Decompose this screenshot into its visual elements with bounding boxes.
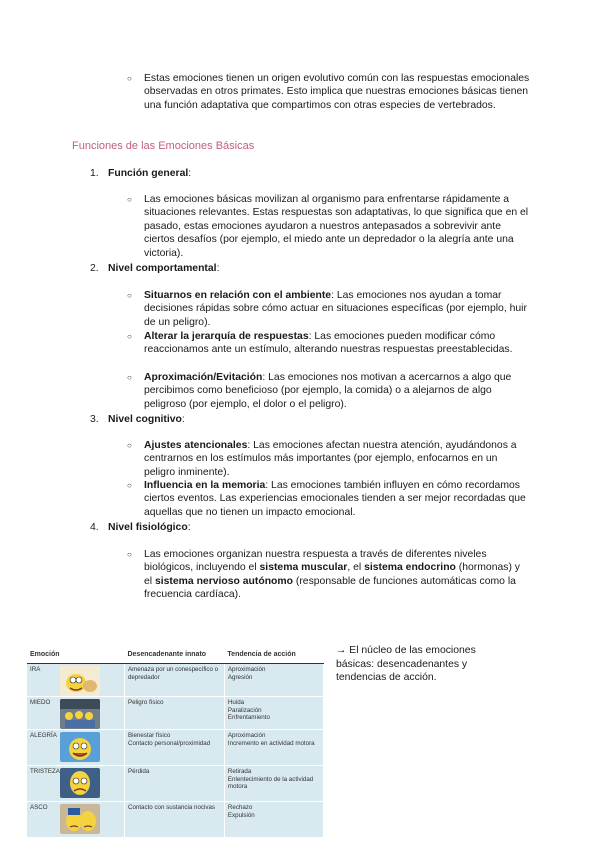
item-label: Nivel cognitivo [108,414,182,425]
table-header-row [27,646,324,664]
term: sistema endocrino [364,562,456,574]
table-row [27,730,324,766]
term: Influencia en la memoria [144,480,266,491]
list-item: Las emociones básicas movilizan al organismo para enfrentarse rápidamente a situaciones relevantes. Estas respuestas son adaptativas, lo que significa que en el pasado, estas emociones ayudaron a nuestros antepasados a sobrevivir ante ciertos desafíos (por ejemplo, el miedo ante un depredador o la alegría ante una victoria). [144,194,529,259]
bullet-circle: ○ [127,373,132,382]
table-row [27,664,324,697]
bullet-circle: ○ [127,481,132,490]
trigger-cell: Pérdida [124,766,224,802]
trigger-cell: Contacto con sustancia nocivas [124,802,224,838]
table-row [27,697,324,730]
emotion-name: ASCO [30,804,48,811]
list-number: 4. [90,522,99,533]
item-colon: : [188,168,192,179]
item-heading [108,521,191,534]
sadness-image [60,768,100,798]
trigger-cell: Bienestar físico Contacto personal/proximidad [124,730,224,766]
emotion-cell [27,802,124,838]
item-colon: : [187,522,191,533]
emotion-cell [27,697,124,730]
list-item [144,439,530,479]
tendency-cell: Rechazo Expulsión [224,802,323,838]
emotion-name: ALEGRÍA [30,732,57,739]
definition: : Las emociones afectan nuestra atención, ayudándonos a centrarnos en los estímulos más importantes (por ejemplo, enfocarnos en un peligro inminente). [144,440,517,478]
table-row [27,766,324,802]
bullet-circle: ○ [127,550,132,559]
tendency-cell: Aproximación Incremento en actividad motora [224,730,323,766]
emotion-name: MIEDO [30,699,51,706]
list-item [144,548,530,602]
definition: : Las emociones pueden modificar cómo reaccionamos ante un estímulo, alterando nuestras respuestas preestablecidas. [144,331,513,356]
trigger-cell: Peligro físico [124,697,224,730]
bullet-circle: ○ [127,332,132,341]
fear-image [60,699,100,729]
emotions-table [27,646,324,838]
list-item [144,371,530,411]
joy-image [60,732,100,762]
term: Aproximación/Evitación [144,372,263,383]
list-item [144,330,530,357]
item-colon: : [216,263,220,274]
column-header: Emoción [27,646,124,664]
item-heading [108,262,219,275]
emotion-cell [27,730,124,766]
column-header: Tendencia de acción [224,646,323,664]
item-colon: : [181,414,185,425]
tendency-cell: Retirada Enlentecimiento de la actividad motora [224,766,323,802]
disgust-image [60,804,100,834]
emotion-name: IRA [30,666,41,673]
text-run: Las emociones organizan nuestra respuesta a través de diferentes niveles biológicos, incluyendo el [144,549,487,574]
list-item [144,289,530,329]
text-run: , el [347,562,365,574]
emotion-cell [27,664,124,697]
intro-paragraph: Estas emociones tienen un origen evolutivo común con las respuestas emocionales observadas en otros primates. Esto implica que nuestras emociones básicas tienen una función adaptativa que compartimos con otras especies de vertebrados. [144,73,530,111]
item-label: Nivel comportamental [108,263,217,274]
definition: : Las emociones también influyen en cómo recordamos ciertos eventos. Las experiencias emocionales tienden a ser mejor recordadas que aquellas que no tienen un impacto emocional. [144,480,526,518]
item-label: Nivel fisiológico [108,522,188,533]
bullet-circle: ○ [127,195,132,204]
anger-image [60,666,100,696]
table-caption: → El núcleo de las emociones básicas: desencadenantes y tendencias de acción. [336,645,476,684]
list-number: 3. [90,414,99,425]
term: Ajustes atencionales [144,440,248,451]
list-item [144,479,530,519]
bullet-circle: ○ [127,441,132,450]
text-run: (hormonas) y el [144,562,520,587]
table-row [27,802,324,838]
text-run: (responsable de funciones automáticas como la frecuencia cardíaca). [144,575,516,601]
list-number: 2. [90,263,99,274]
column-header: Desencadenante innato [124,646,224,664]
trigger-cell: Amenaza por un conespecífico o depredador [124,664,224,697]
bullet-circle: ○ [127,74,132,83]
tendency-cell: Aproximación Agresión [224,664,323,697]
item-heading [108,413,185,426]
definition: : Las emociones nos ayudan a tomar decisiones rápidas sobre cómo actuar en situaciones específicas (por ejemplo, huir de un peligro). [144,290,527,328]
item-label: Función general [108,168,189,179]
term: sistema nervioso autónomo [154,575,293,587]
item-heading [108,167,191,180]
tendency-cell: Huida Paralización Enfrentamiento [224,697,323,730]
list-number: 1. [90,168,99,179]
section-title: Funciones de las Emociones Básicas [72,140,255,152]
emotion-name: TRISTEZA [30,768,60,775]
definition: : Las emociones nos motivan a acercarnos a algo que percibimos como beneficioso (por ejemplo, la comida) o a alejarnos de algo peligroso (por ejemplo, el dolor o el peligro). [144,372,512,410]
term: Situarnos en relación con el ambiente [144,290,332,301]
term: sistema muscular [259,562,348,574]
emotion-cell [27,766,124,802]
bullet-circle: ○ [127,291,132,300]
term: Alterar la jerarquía de respuestas [144,331,309,342]
